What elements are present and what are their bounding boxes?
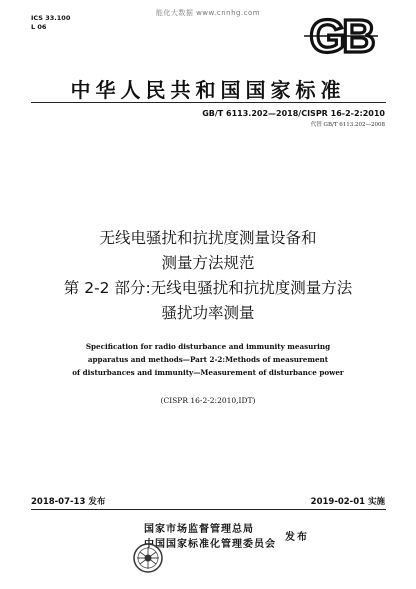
anti-counterfeit-seal-icon [132, 542, 164, 574]
standard-number: GB/T 6113.202—2018/CISPR 16-2-2:2010 [202, 109, 385, 118]
gb-logo-text: GB [309, 14, 373, 58]
classification-codes [31, 14, 70, 32]
idt-reference: (CISPR 16-2-2:2010,IDT) [160, 396, 256, 405]
issuer-samr: 国家市场监督管理总局 [144, 524, 254, 535]
title-cn-line3: 第 2-2 部分:无线电骚扰和抗扰度测量方法 [63, 279, 353, 297]
issuer-sac: 中国国家标准化管理委员会 [144, 539, 276, 550]
ics-code: ICS 33.100 [31, 14, 71, 22]
publish-label: 发布 [285, 532, 309, 543]
implementation-date: 2019-02-01 实施 [310, 497, 385, 507]
title-cn-line2: 测量方法规范 [161, 254, 255, 272]
title-en-line1: Specification for radio disturbance and immunity measuring [85, 342, 331, 351]
issue-date: 2018-07-13 发布 [31, 497, 106, 507]
gb-logo [300, 14, 382, 58]
replaces-note: 代替 GB/T 6113.202—2008 [310, 122, 385, 128]
ccs-code: L 06 [31, 23, 47, 31]
national-standard-title: 中华人民共和国国家标准 [70, 78, 346, 102]
footer-divider [31, 509, 386, 510]
title-cn-line1: 无线电骚扰和抗扰度测量设备和 [99, 229, 317, 247]
watermark-text: 能化大数据 www.cnnhg.com [155, 9, 261, 17]
header-divider [31, 102, 386, 103]
title-en-line3: of disturbances and immunity—Measurement of disturbance power [72, 368, 344, 377]
title-en-line2: apparatus and methods—Part 2-2:Methods of measurement [87, 355, 329, 364]
title-cn-line4: 骚扰功率测量 [161, 304, 255, 322]
